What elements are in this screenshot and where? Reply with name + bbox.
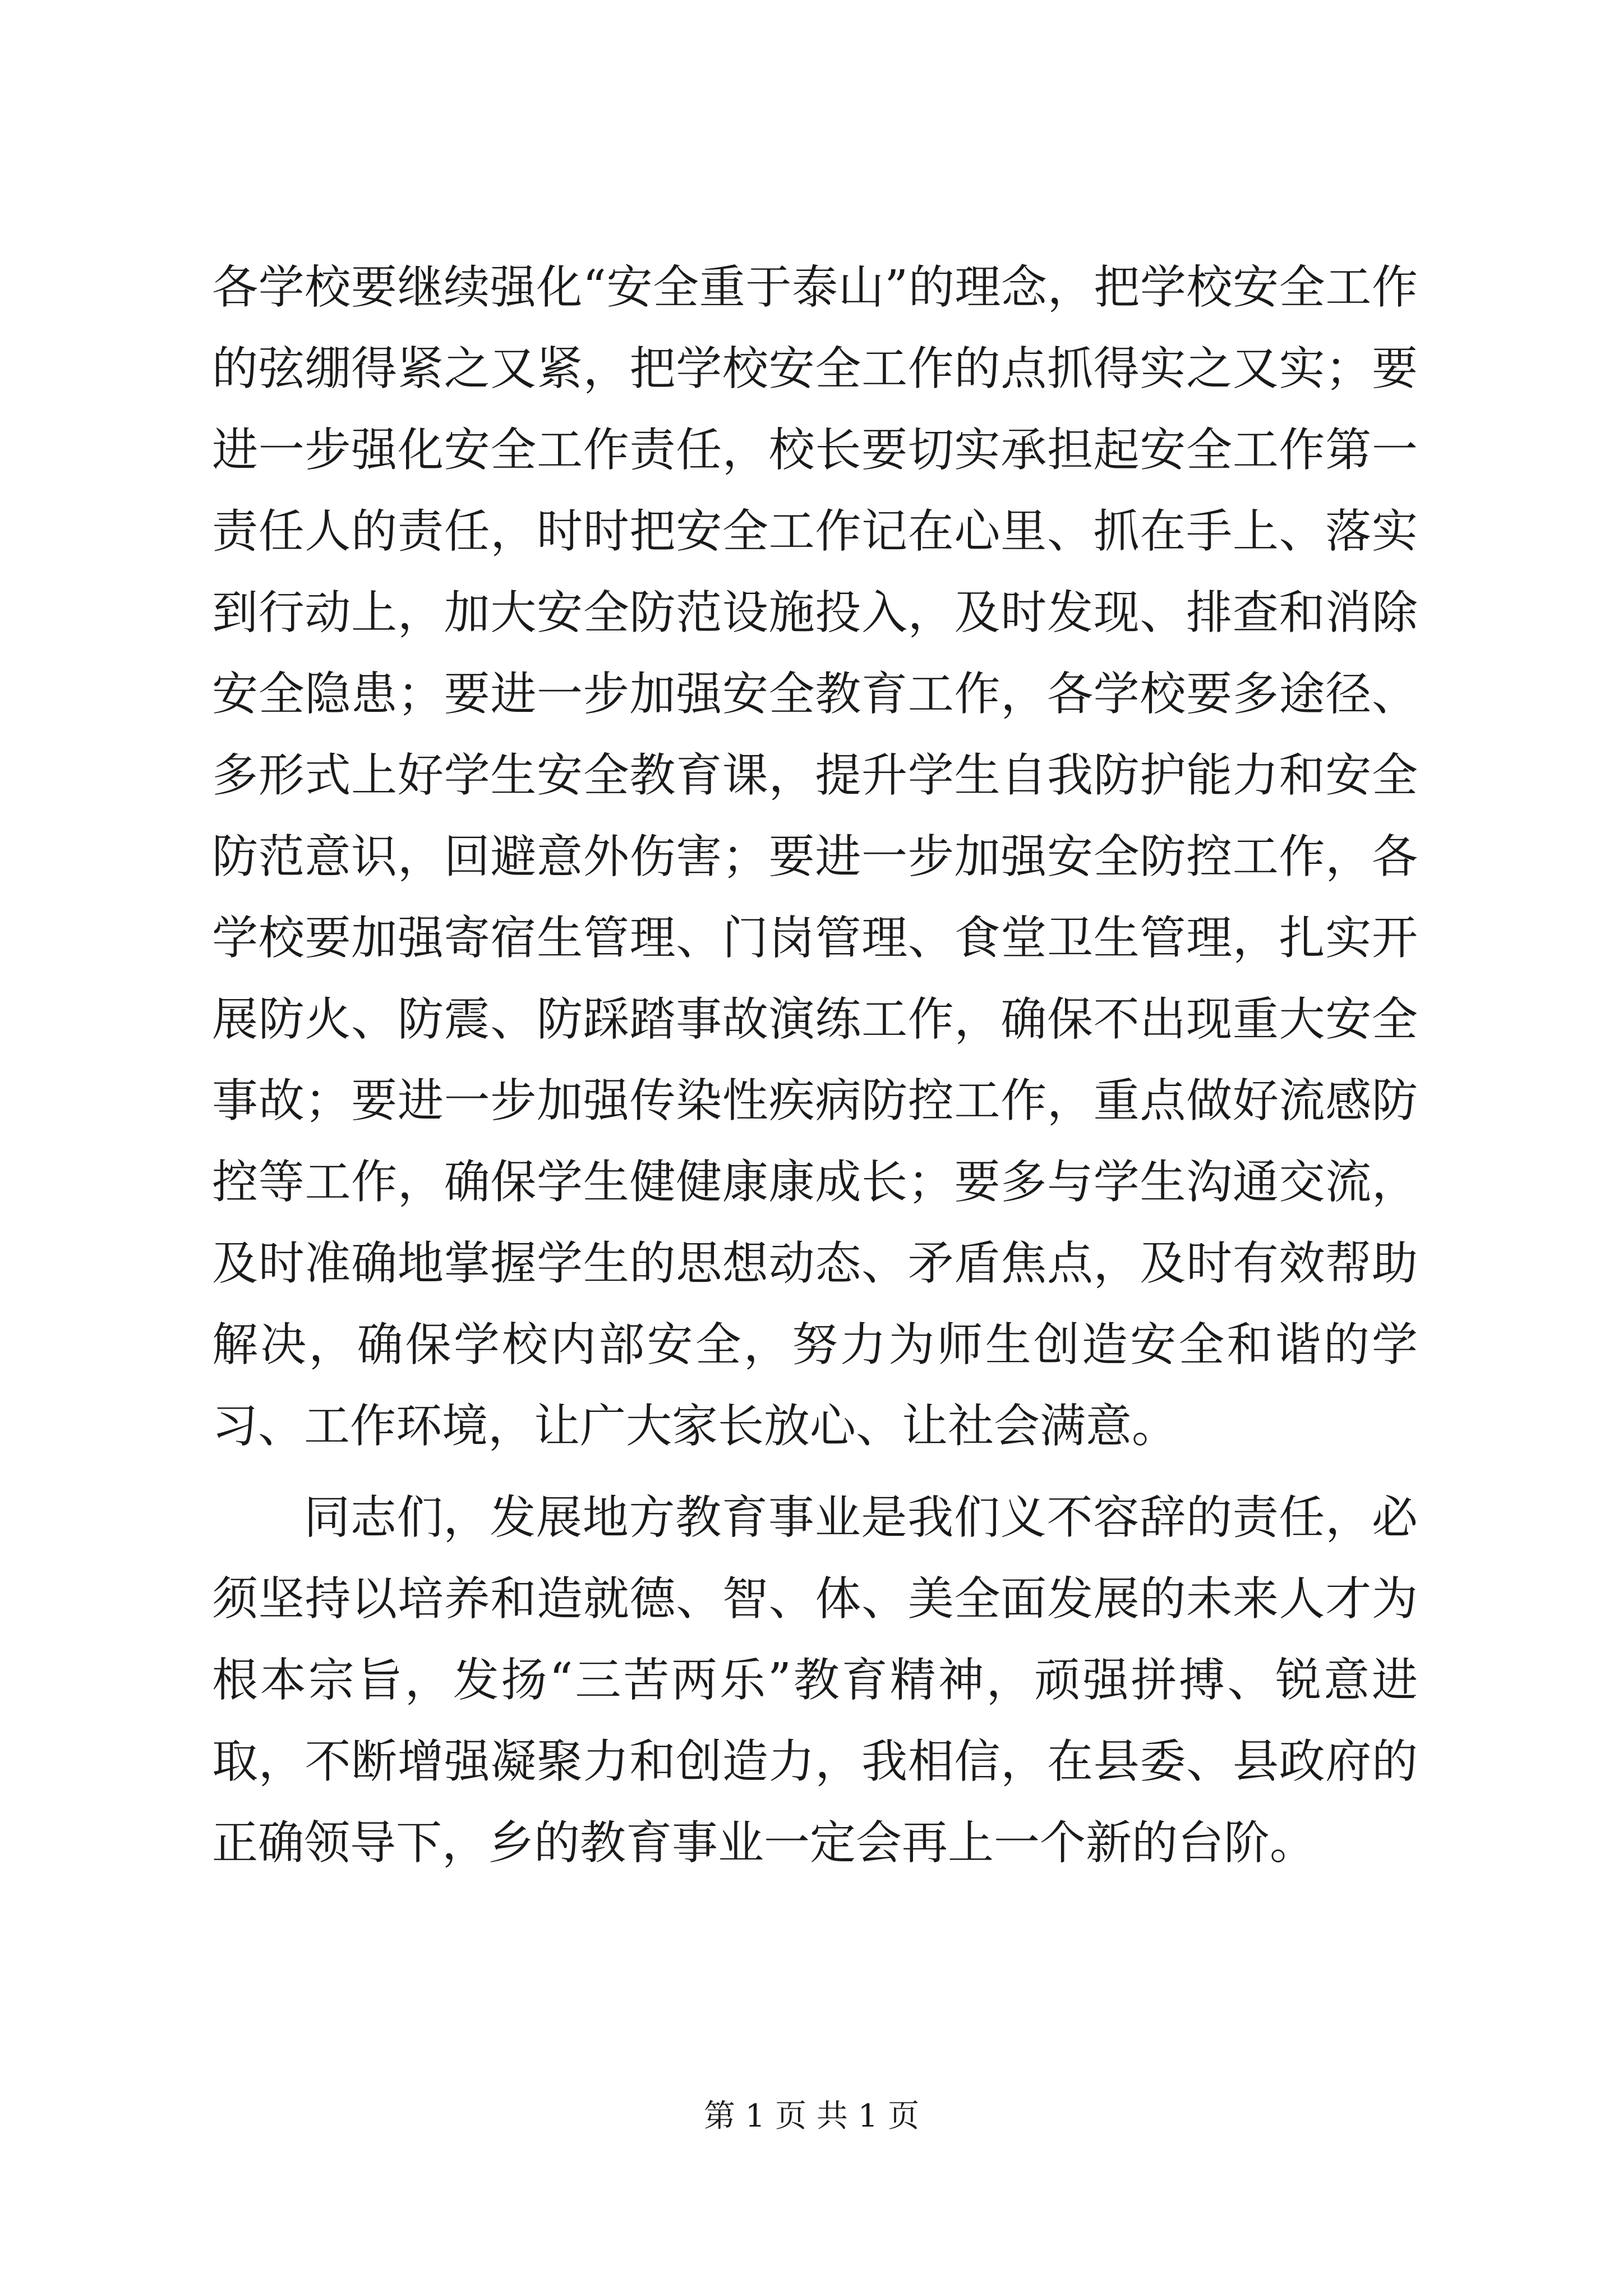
paragraph-closing-remarks: 同志们，发展地方教育事业是我们义不容辞的责任，必须坚持以培养和造就德、智、体、美全面发展的未来人才为根本宗旨，发扬“三苦两乐”教育精神，顽强拼搏、锐意进取，不断增强凝聚力和创造力，我相信，在县委、县政府的正确领导下，乡的教育事业一定会再上一个新的台阶。 [212,1491,1418,1870]
paragraph-safety-work: 各学校要继续强化“安全重于泰山”的理念，把学校安全工作的弦绷得紧之又紧，把学校安全工作的点抓得实之又实；要进一步强化安全工作责任，校长要切实承担起安全工作第一责任人的责任，时时把安全工作记在心里、抓在手上、落实到行动上，加大安全防范设施投入，及时发现、排查和消除安全隐患；要进一步加强安全教育工作，各学校要多途径、多形式上好学生安全教育课，提升学生自我防护能力和安全防范意识，回避意外伤害；要进一步加强安全防控工作，各学校要加强寄宿生管理、门岗管理、食堂卫生管理，扎实开展防火、防震、防踩踏事故演练工作，确保不出现重大安全事故；要进一步加强传染性疾病防控工作，重点做好流感防控等工作，确保学生健健康康成长；要多与学生沟通交流，及时准确地掌握学生的思想动态、矛盾焦点，及时有效帮助解决，确保学校内部安全，努力为师生创造安全和谐的学习、工作环境，让广大家长放心、让社会满意。 [212,261,1418,1453]
document-body [212,247,1418,1884]
page-footer: 第 1 页 共 1 页 [703,2098,920,2134]
